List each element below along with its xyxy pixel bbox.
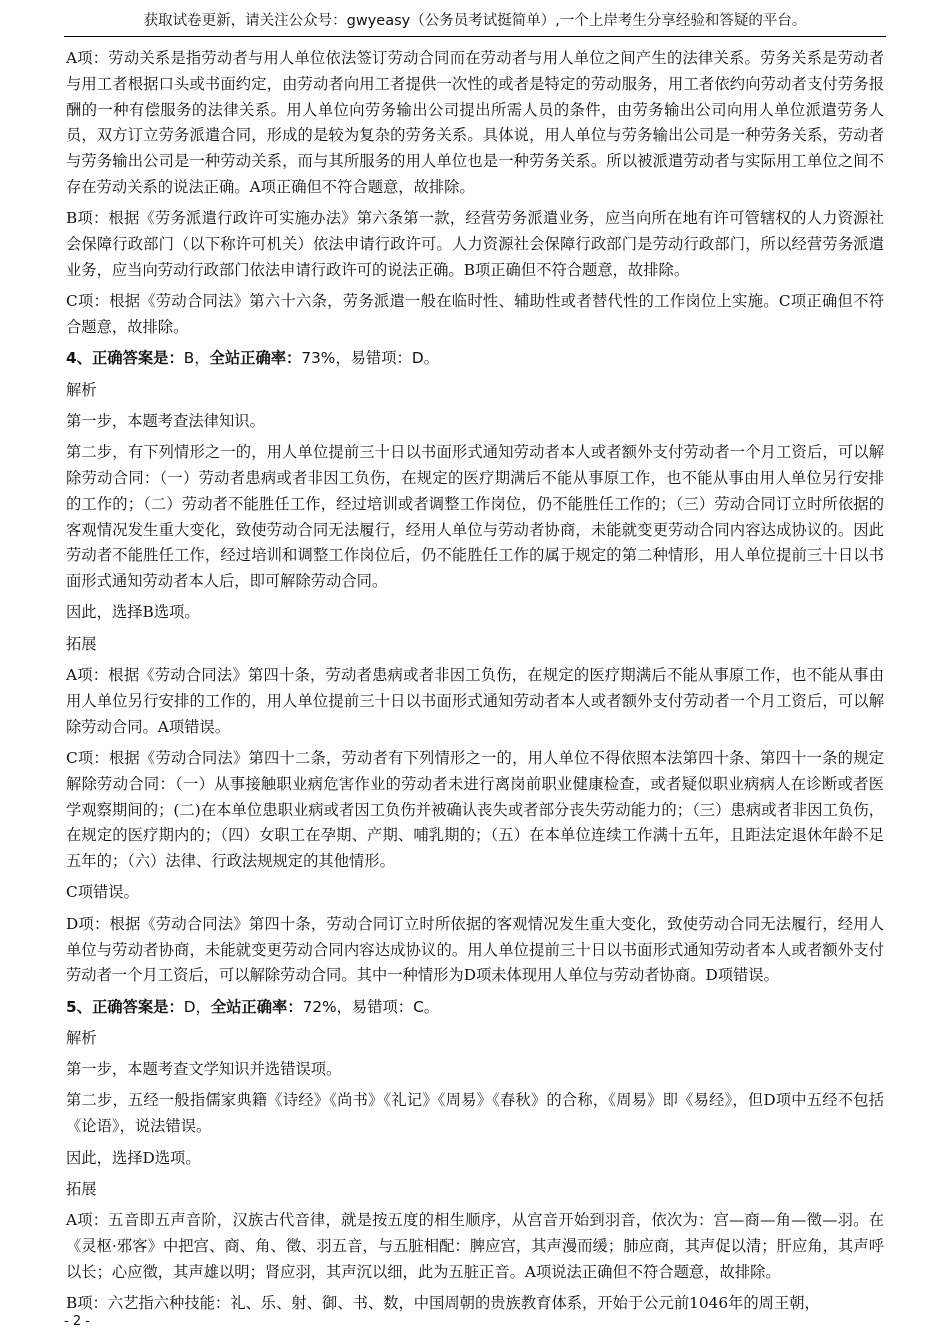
question-number: 4、	[66, 349, 92, 368]
paragraph: B项：根据《劳务派遣行政许可实施办法》第六条第一款，经营劳务派遣业务，应当向所在地有许可管辖权的人力资源社会保障行政部门（以下称许可机关）依法申请行政许可。人力资源社会保障行政部门是劳动行政部门，所以经营劳务派遣业务，应当向劳动行政部门依法申请行政许可的说法正确。B项正确但不符合题意，故排除。	[66, 209, 884, 279]
paragraph: 第二步，有下列情形之一的，用人单位提前三十日以书面形式通知劳动者本人或者额外支付劳动者一个月工资后，可以解除劳动合同：（一）劳动者患病或者非因工负伤，在规定的医疗期满后不能从事原工作，也不能从事由用人单位另行安排的工作的；（二）劳动者不能胜任工作，经过培训或者调整工作岗位，仍不能胜任工作的；（三）劳动合同订立时所依据的客观情况发生重大变化，致使劳动合同无法履行，经用人单位与劳动者协商，未能就变更劳动合同内容达成协议的。因此劳动者不能胜任工作，经过培训和调整工作岗位后，仍不能胜任工作的属于规定的第二种情形，用人单位提前三十日以书面形式通知劳动者本人后，即可解除劳动合同。	[66, 443, 884, 591]
paragraph: D项：根据《劳动合同法》第四十条，劳动合同订立时所依据的客观情况发生重大变化，致使劳动合同无法履行，经用人单位与劳动者协商，未能就变更劳动合同内容达成协议的。用人单位提前三十日以书面形式通知劳动者本人或者额外支付劳动者一个月工资后，可以解除劳动合同。其中一种情形为D项未体现用人单位与劳动者协商。D项错误。	[66, 914, 884, 985]
section-heading: 拓展	[66, 1179, 97, 1198]
paragraph: C项：根据《劳动合同法》第六十六条，劳务派遣一般在临时性、辅助性或者替代性的工作岗位上实施。C项正确但不符合题意，故排除。	[66, 292, 884, 336]
paragraph: 因此，选择B选项。	[66, 603, 200, 622]
answer-value: D，	[183, 997, 211, 1016]
paragraph: 第二步，五经一般指儒家典籍《诗经》《尚书》《礼记》《周易》《春秋》的合称，《周易》即《易经》，但D项中五经不包括《论语》，说法错误。	[66, 1091, 884, 1136]
answer-line	[66, 995, 884, 1021]
paragraph: A项：根据《劳动合同法》第四十条，劳动者患病或者非因工负伤，在规定的医疗期满后不能从事原工作，也不能从事由用人单位另行安排的工作的，用人单位提前三十日以书面形式通知劳动者本人或者额外支付劳动者一个月工资后，可以解除劳动合同。A项错误。	[66, 666, 884, 736]
paragraph: 第一步，本题考查文学知识并选错误项。	[66, 1060, 342, 1079]
answer-value: B，	[183, 349, 210, 368]
paragraph: B项：六艺指六种技能：礼、乐、射、御、书、数，中国周朝的贵族教育体系，开始于公元前1046年的周王朝，	[66, 1294, 820, 1313]
paragraph: C项错误。	[66, 883, 139, 902]
section-heading: 拓展	[66, 634, 97, 653]
accuracy-value: 73%，易错项：D。	[301, 349, 439, 368]
page-header: 获取试卷更新，请关注公众号：gwyeasy（公务员考试挺简单）,一个上岸考生分享经验和答疑的平台。	[143, 13, 807, 29]
accuracy-value: 72%，易错项：C。	[302, 997, 440, 1016]
accuracy-label: 全站正确率：	[210, 997, 303, 1016]
section-heading: 解析	[66, 1028, 97, 1047]
answer-label: 正确答案是：	[91, 997, 184, 1016]
paragraph: A项：五音即五声音阶，汉族古代音律，就是按五度的相生顺序，从宫音开始到羽音，依次为：宫—商—角—徵—羽。在《灵枢·邪客》中把宫、商、角、徵、羽五音，与五脏相配：脾应宫，其声漫而缓；肺应商，其声促以清；肝应角，其声呼以长；心应徵，其声雄以明；肾应羽，其声沉以细，此为五脏正音。A项说法正确但不符合题意，故排除。	[66, 1211, 884, 1281]
header-divider	[64, 36, 886, 37]
paragraph: A项：劳动关系是指劳动者与用人单位依法签订劳动合同而在劳动者与用人单位之间产生的法律关系。劳务关系是劳动者与用工者根据口头或书面约定，由劳动者向用工者提供一次性的或者是特定的劳动服务，用工者依约向劳动者支付劳务报酬的一种有偿服务的法律关系。用人单位向劳务输出公司提出所需人员的条件，由劳务输出公司向用人单位派遣劳务人员，双方订立劳务派遣合同，形成的是较为复杂的劳务关系。具体说，用人单位与劳务输出公司是一种劳务关系，劳动者与劳务输出公司是一种劳动关系，而与其所服务的用人单位也是一种劳务关系。所以被派遣劳动者与实际用工单位之间不存在劳动关系的说法正确。A项正确但不符合题意，故排除。	[66, 49, 884, 196]
answer-line	[66, 346, 884, 372]
answer-label: 正确答案是：	[91, 349, 184, 368]
paragraph: 第一步，本题考查法律知识。	[66, 411, 265, 430]
question-number: 5、	[66, 997, 92, 1016]
paragraph: C项：根据《劳动合同法》第四十二条，劳动者有下列情形之一的，用人单位不得依照本法第四十条、第四十一条的规定解除劳动合同：（一）从事接触职业病危害作业的劳动者未进行离岗前职业健康检查，或者疑似职业病病人在诊断或者医学观察期间的；(二)在本单位患职业病或者因工负伤并被确认丧失或者部分丧失劳动能力的；（三）患病或者非因工负伤，在规定的医疗期内的；（四）女职工在孕期、产期、哺乳期的；（五）在本单位连续工作满十五年，且距法定退休年龄不足五年的；（六）法律、行政法规规定的其他情形。	[66, 748, 884, 871]
paragraph: 因此，选择D选项。	[66, 1148, 201, 1167]
document-body	[66, 46, 884, 1322]
page-number: - 2 -	[64, 1314, 90, 1329]
section-heading: 解析	[66, 380, 97, 399]
accuracy-label: 全站正确率：	[209, 349, 302, 368]
